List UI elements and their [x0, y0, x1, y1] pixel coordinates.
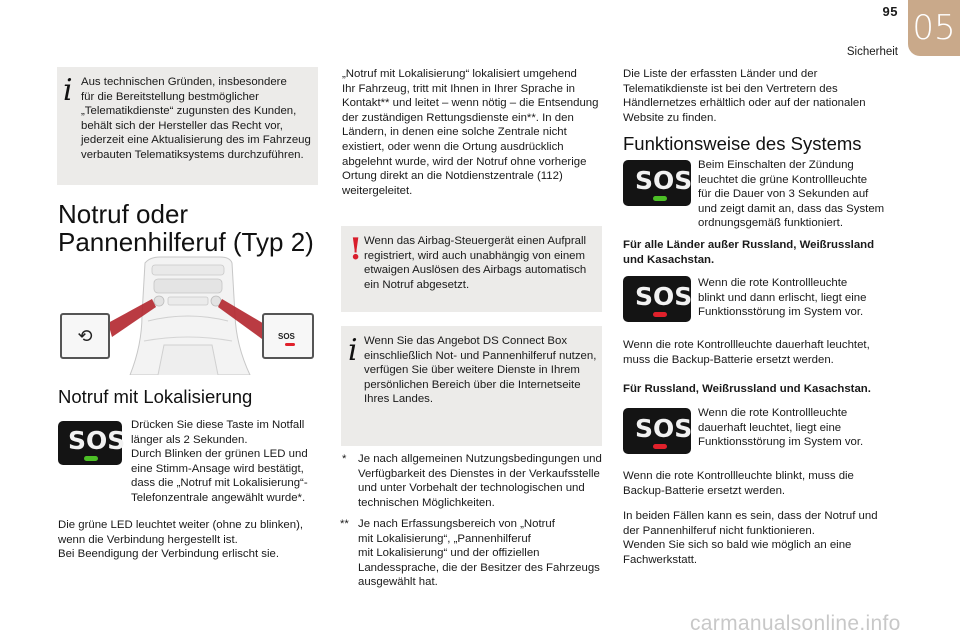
chapter-tab: 05	[908, 0, 960, 56]
info-box-connect	[341, 326, 602, 446]
info-icon: i	[63, 73, 73, 108]
dashboard-figure	[60, 255, 315, 375]
info-box-top	[57, 67, 318, 185]
green-led-icon	[653, 196, 667, 201]
warning-box-text: Wenn das Airbag-Steuergerät einen Aufprall registriert, wird auch unabhängig von einem etwaigen Auslösen des Airbags automatisch ein Notruf abgesetzt.	[364, 235, 587, 291]
lokalisierung-description: „Notruf mit Lokalisierung“ lokalisiert umgehend Ihr Fahrzeug, tritt mit Ihnen in Ihrer Sprache in Kontakt** und leitet – wenn nötig – die Entsendung der zuständigen Rettungsdienste ein**. In den Ländern, in denen eine solche Zentrale nicht existiert, oder wenn die Ortung ausdrücklich abgelehnt wurde, wird der Notruf ohne vorherige Ortung direkt an die Notdienstzentrale (112) weitergeleitet.	[342, 68, 599, 197]
green-led-icon	[84, 456, 98, 461]
red-steady-battery-paragraph: Wenn die rote Kontrollleuchte dauerhaft leuchtet, muss die Backup-Batterie ersetzt werden.	[623, 339, 870, 366]
country-list-paragraph: Die Liste der erfassten Länder und der Telematikdienste ist bei den Vertretern des Händlernetzes erhältlich oder auf der nationalen Website zu finden.	[623, 68, 866, 124]
sos-button-green	[58, 421, 126, 465]
footnote-2: Je nach Erfassungsbereich von „Notruf mit Lokalisierung“, „Pannenhilferuf mit Lokalisierung“ und der offiziellen Landessprache, die der Besitzer des Fahrzeugs ausgewählt hat.	[358, 518, 600, 589]
watermark: carmanualsonline.info	[690, 612, 901, 635]
info-box-connect-text: Wenn Sie das Angebot DS Connect Box einschließlich Not- und Pannenhilferuf nutzen, verfügen Sie über weitere Dienste in Ihrem persönlichen Bereich über die Internetseite Ihres Landes.	[364, 335, 597, 406]
sos-label: SOS	[635, 282, 693, 311]
red-led-icon	[653, 444, 667, 449]
sos-label: SOS	[68, 426, 126, 455]
footnote-2-mark: **	[340, 518, 349, 530]
figure-sos-led	[285, 343, 295, 346]
sos-label: SOS	[635, 414, 693, 443]
warning-box	[341, 226, 602, 312]
info-icon: i	[348, 333, 358, 368]
countries-heading-2: Für Russland, Weißrussland und Kasachstan.	[623, 383, 871, 395]
countries-heading-1: Für alle Länder außer Russland, Weißrussland und Kasachstan.	[623, 239, 875, 266]
green-led-description: Beim Einschalten der Zündung leuchtet die grüne Kontrollleuchte für die Dauer von 3 Sekunden auf und zeigt damit an, dass das System ordnungsgemäß funktioniert.	[698, 159, 885, 230]
red-blink-description: Wenn die rote Kontrollleuchte blinkt und dann erlischt, liegt eine Funktionsstörung im System vor.	[698, 277, 867, 319]
red-blink-battery-paragraph: Wenn die rote Kontrollleuchte blinkt, muss die Backup-Batterie ersetzt werden.	[623, 470, 854, 497]
footnote-1: Je nach allgemeinen Nutzungsbedingungen und Verfügbarkeit des Dienstes in der Verkaufsstelle und unter Vorbehalt der technologischen und technischen Möglichkeiten.	[358, 453, 602, 509]
sos-button-red-2	[623, 408, 691, 454]
workshop-paragraph: In beiden Fällen kann es sein, dass der Notruf und der Pannenhilferuf nicht funktionieren. Wenden Sie sich so bald wie möglich an eine Fachwerkstatt.	[623, 510, 878, 566]
section-heading-lokalisierung: Notruf mit Lokalisierung	[58, 386, 253, 407]
page-title: Notruf oder Pannenhilferuf (Typ 2)	[58, 199, 314, 257]
warning-icon: !	[349, 232, 363, 267]
assistance-icon: ⟲	[77, 325, 93, 347]
page-number: 95	[882, 4, 898, 19]
sos-instructions: Drücken Sie diese Taste im Notfall länger als 2 Sekunden. Durch Blinken der grünen LED und eine Stimm-Ansage wird bestätigt, dass die „Notruf mit Lokalisierung“- Telefonzentrale angewählt wurde*.	[131, 419, 308, 504]
sos-button-red-1	[623, 276, 691, 322]
figure-right-button	[262, 313, 314, 359]
section-heading-funktionsweise: Funktionsweise des Systems	[623, 133, 862, 154]
sos-button-green-2	[623, 160, 691, 206]
sos-label: SOS	[635, 166, 693, 195]
led-connection-paragraph: Die grüne LED leuchtet weiter (ohne zu blinken), wenn die Verbindung hergestellt ist. Bei Beendigung der Verbindung erlischt sie.	[58, 519, 304, 561]
figure-sos-label: SOS	[278, 332, 295, 341]
section-title: Sicherheit	[846, 46, 898, 58]
figure-left-button	[60, 313, 110, 359]
red-steady-description: Wenn die rote Kontrollleuchte dauerhaft leuchtet, liegt eine Funktionsstörung im System vor.	[698, 407, 864, 449]
footnote-1-mark: *	[342, 453, 347, 465]
info-box-top-text: Aus technischen Gründen, insbesondere für die Bereitstellung bestmöglicher „Telematikdienste“ zugunsten des Kunden, behält sich der Hersteller das Recht vor, jederzeit eine Aktualisierung des im Fahrzeug verbauten Telematiksystems durchzuführen.	[81, 76, 311, 161]
red-led-icon	[653, 312, 667, 317]
